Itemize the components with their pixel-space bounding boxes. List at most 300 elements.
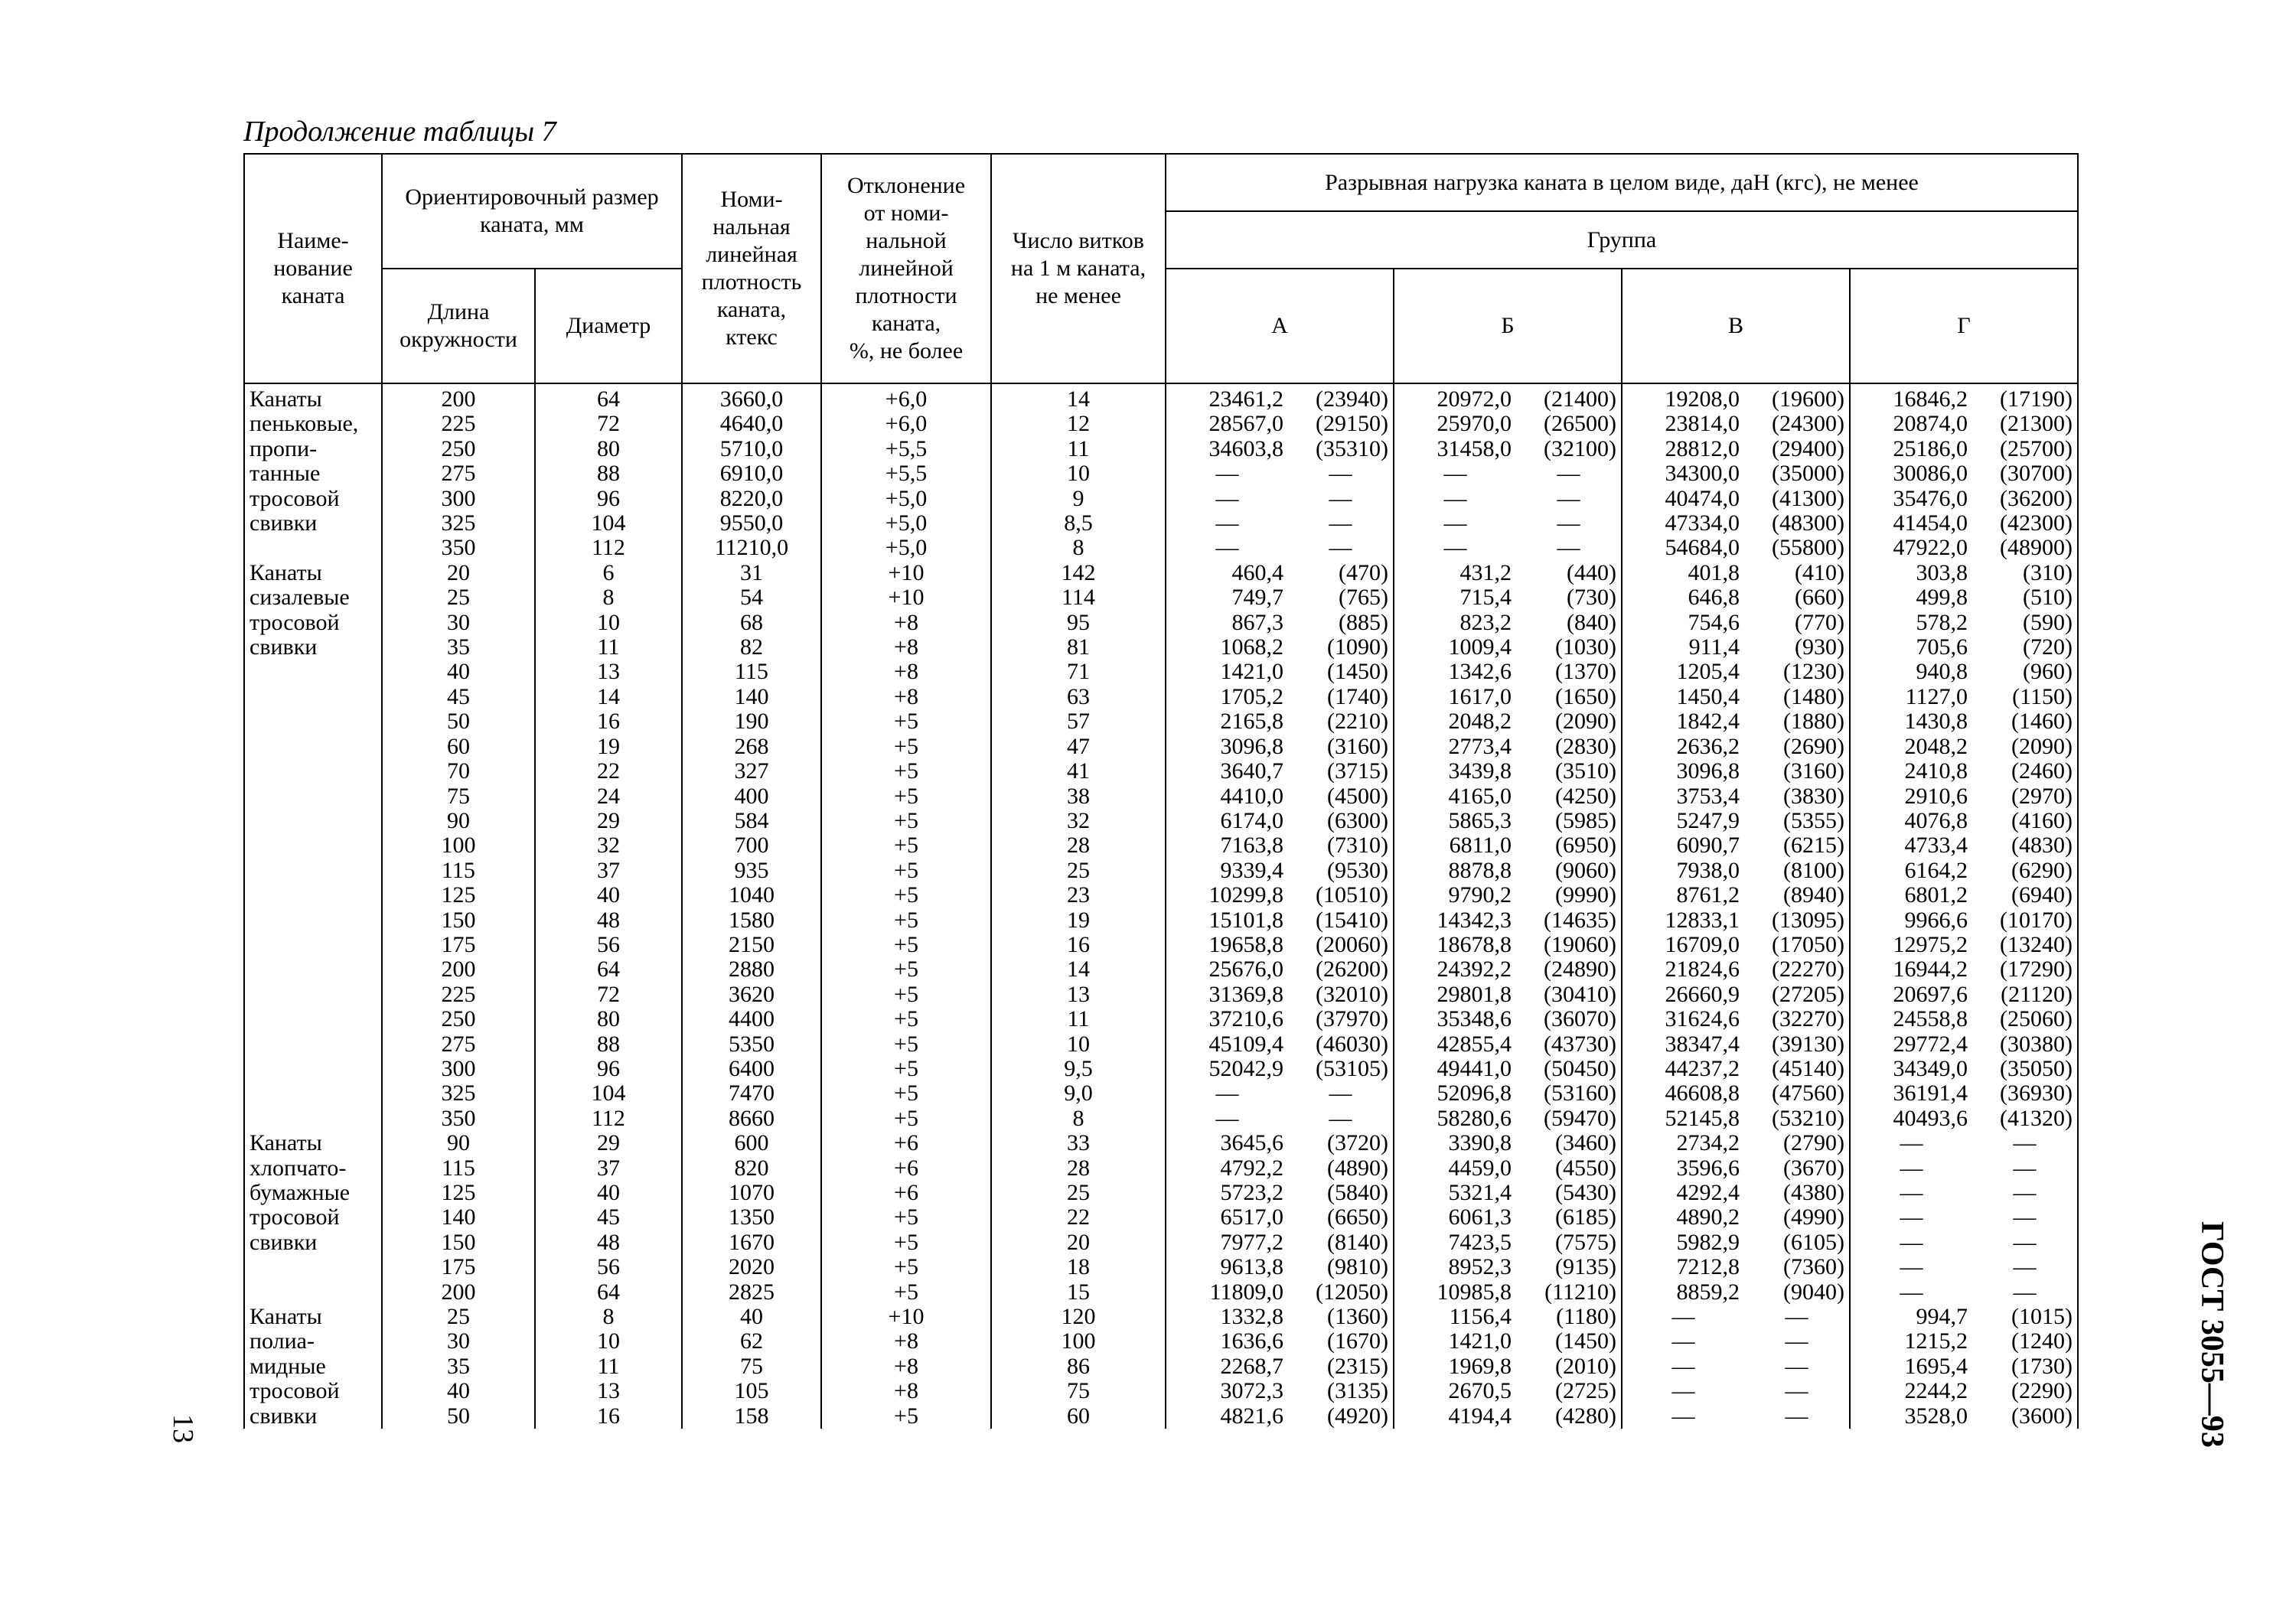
rope-type-name bbox=[244, 1305, 382, 1429]
cell-load-b-dan: 14342,3 bbox=[1394, 908, 1516, 933]
cell-turns: 57 bbox=[991, 709, 1166, 734]
cell-load-b-dan: — bbox=[1394, 511, 1516, 536]
cell-turns: 9,5 bbox=[991, 1057, 1166, 1081]
page-number: 13 bbox=[167, 1414, 199, 1443]
cell-load-g-kgf: (310) bbox=[1972, 561, 2078, 585]
cell-load-v-dan: 21824,6 bbox=[1622, 957, 1744, 982]
cell-load-a-kgf: (1740) bbox=[1288, 685, 1394, 709]
cell-load-g-dan: 578,2 bbox=[1850, 611, 1972, 635]
cell-diameter: 88 bbox=[535, 461, 682, 486]
cell-load-g-kgf: — bbox=[1972, 1280, 2078, 1305]
cell-load-a-dan: 11809,0 bbox=[1166, 1280, 1288, 1305]
cell-load-b-kgf: (2090) bbox=[1516, 709, 1622, 734]
cell-load-b-dan: 35348,6 bbox=[1394, 1007, 1516, 1031]
cell-turns: 15 bbox=[991, 1280, 1166, 1305]
cell-load-b-dan: 6811,0 bbox=[1394, 833, 1516, 858]
table-row bbox=[244, 685, 2078, 709]
cell-density: 584 bbox=[682, 809, 821, 833]
cell-load-a-dan: 19658,8 bbox=[1166, 933, 1288, 957]
cell-deviation: +6 bbox=[821, 1131, 991, 1155]
cell-load-g-kgf: — bbox=[1972, 1205, 2078, 1230]
cell-load-v-dan: 754,6 bbox=[1622, 611, 1744, 635]
table-row bbox=[244, 933, 2078, 957]
cell-circumference: 25 bbox=[382, 1305, 535, 1329]
cell-circumference: 125 bbox=[382, 1181, 535, 1205]
cell-density: 4400 bbox=[682, 1007, 821, 1031]
cell-load-g-kgf: (2290) bbox=[1972, 1379, 2078, 1403]
table-row bbox=[244, 1354, 2078, 1379]
cell-load-a-dan: 6174,0 bbox=[1166, 809, 1288, 833]
cell-load-a-kgf: — bbox=[1288, 536, 1394, 560]
cell-diameter: 40 bbox=[535, 883, 682, 908]
cell-load-v-kgf: (45140) bbox=[1744, 1057, 1850, 1081]
cell-load-g-dan: 29772,4 bbox=[1850, 1032, 1972, 1057]
cell-load-v-kgf: (27205) bbox=[1744, 983, 1850, 1007]
cell-diameter: 29 bbox=[535, 1131, 682, 1155]
cell-density: 2020 bbox=[682, 1255, 821, 1279]
cell-load-b-kgf: (4550) bbox=[1516, 1156, 1622, 1181]
cell-load-v-dan: 31624,6 bbox=[1622, 1007, 1744, 1031]
cell-load-b-dan: 31458,0 bbox=[1394, 437, 1516, 461]
cell-load-v-dan: 6090,7 bbox=[1622, 833, 1744, 858]
table-row bbox=[244, 383, 2078, 412]
cell-load-g-kgf: (510) bbox=[1972, 585, 2078, 610]
cell-circumference: 40 bbox=[382, 660, 535, 684]
cell-load-a-kgf: (4920) bbox=[1288, 1404, 1394, 1429]
cell-density: 8660 bbox=[682, 1106, 821, 1131]
cell-load-v-kgf: (4380) bbox=[1744, 1181, 1850, 1205]
cell-diameter: 29 bbox=[535, 809, 682, 833]
cell-circumference: 90 bbox=[382, 1131, 535, 1155]
cell-density: 3620 bbox=[682, 983, 821, 1007]
cell-load-a-kgf: (3720) bbox=[1288, 1131, 1394, 1155]
cell-diameter: 96 bbox=[535, 487, 682, 511]
cell-load-b-dan: 6061,3 bbox=[1394, 1205, 1516, 1230]
cell-circumference: 250 bbox=[382, 437, 535, 461]
cell-deviation: +5 bbox=[821, 1205, 991, 1230]
cell-load-b-kgf: — bbox=[1516, 511, 1622, 536]
cell-turns: 114 bbox=[991, 585, 1166, 610]
cell-circumference: 30 bbox=[382, 1329, 535, 1354]
cell-load-b-kgf: (21400) bbox=[1516, 383, 1622, 412]
cell-circumference: 115 bbox=[382, 1156, 535, 1181]
cell-load-a-kgf: (1670) bbox=[1288, 1329, 1394, 1354]
cell-density: 115 bbox=[682, 660, 821, 684]
document-code: ГОСТ 3055—93 bbox=[2194, 1221, 2229, 1448]
table-row bbox=[244, 1181, 2078, 1205]
cell-load-v-dan: 4292,4 bbox=[1622, 1181, 1744, 1205]
table-row bbox=[244, 1057, 2078, 1081]
cell-load-v-kgf: (19600) bbox=[1744, 383, 1850, 412]
cell-load-g-dan: 4076,8 bbox=[1850, 809, 1972, 833]
cell-load-b-kgf: (24890) bbox=[1516, 957, 1622, 982]
cell-load-b-kgf: (730) bbox=[1516, 585, 1622, 610]
cell-load-b-dan: 5321,4 bbox=[1394, 1181, 1516, 1205]
cell-load-v-dan: 38347,4 bbox=[1622, 1032, 1744, 1057]
table-row bbox=[244, 561, 2078, 585]
cell-diameter: 16 bbox=[535, 1404, 682, 1429]
cell-load-g-dan: 2410,8 bbox=[1850, 759, 1972, 784]
cell-load-v-kgf: (3830) bbox=[1744, 784, 1850, 809]
cell-load-b-dan: 3439,8 bbox=[1394, 759, 1516, 784]
cell-load-a-dan: — bbox=[1166, 461, 1288, 486]
cell-deviation: +8 bbox=[821, 660, 991, 684]
cell-load-b-dan: 4194,4 bbox=[1394, 1404, 1516, 1429]
cell-turns: 8,5 bbox=[991, 511, 1166, 536]
cell-load-a-dan: — bbox=[1166, 1081, 1288, 1106]
cell-density: 9550,0 bbox=[682, 511, 821, 536]
cell-turns: 8 bbox=[991, 1106, 1166, 1131]
cell-load-g-kgf: (36200) bbox=[1972, 487, 2078, 511]
cell-load-v-dan: 3596,6 bbox=[1622, 1156, 1744, 1181]
cell-diameter: 64 bbox=[535, 383, 682, 412]
table-row bbox=[244, 635, 2078, 660]
table-row bbox=[244, 859, 2078, 883]
cell-turns: 10 bbox=[991, 461, 1166, 486]
rope-type-name bbox=[244, 1131, 382, 1305]
header-diameter: Диаметр bbox=[535, 269, 682, 383]
cell-deviation: +5 bbox=[821, 1057, 991, 1081]
table-row bbox=[244, 511, 2078, 536]
cell-deviation: +10 bbox=[821, 1305, 991, 1329]
cell-load-a-dan: 6517,0 bbox=[1166, 1205, 1288, 1230]
cell-density: 400 bbox=[682, 784, 821, 809]
cell-density: 820 bbox=[682, 1156, 821, 1181]
cell-load-a-dan: — bbox=[1166, 487, 1288, 511]
cell-load-a-dan: 460,4 bbox=[1166, 561, 1288, 585]
cell-deviation: +5 bbox=[821, 983, 991, 1007]
cell-circumference: 50 bbox=[382, 1404, 535, 1429]
cell-load-b-kgf: — bbox=[1516, 461, 1622, 486]
cell-load-a-kgf: (23940) bbox=[1288, 383, 1394, 412]
cell-turns: 41 bbox=[991, 759, 1166, 784]
cell-load-b-dan: — bbox=[1394, 461, 1516, 486]
cell-deviation: +5 bbox=[821, 933, 991, 957]
cell-load-a-kgf: (37970) bbox=[1288, 1007, 1394, 1031]
cell-deviation: +8 bbox=[821, 635, 991, 660]
cell-turns: 13 bbox=[991, 983, 1166, 1007]
rope-type-name bbox=[244, 561, 382, 1131]
cell-load-g-kgf: (2090) bbox=[1972, 735, 2078, 759]
cell-turns: 10 bbox=[991, 1032, 1166, 1057]
cell-turns: 23 bbox=[991, 883, 1166, 908]
cell-load-v-kgf: (39130) bbox=[1744, 1032, 1850, 1057]
cell-deviation: +5 bbox=[821, 1404, 991, 1429]
cell-load-v-dan: 47334,0 bbox=[1622, 511, 1744, 536]
cell-load-g-dan: 3528,0 bbox=[1850, 1404, 1972, 1429]
cell-density: 68 bbox=[682, 611, 821, 635]
cell-load-b-dan: 2773,4 bbox=[1394, 735, 1516, 759]
cell-circumference: 325 bbox=[382, 1081, 535, 1106]
cell-diameter: 37 bbox=[535, 1156, 682, 1181]
cell-load-g-dan: 30086,0 bbox=[1850, 461, 1972, 486]
header-rope-name: Наиме- нование каната bbox=[244, 154, 382, 383]
cell-turns: 9 bbox=[991, 487, 1166, 511]
cell-turns: 63 bbox=[991, 685, 1166, 709]
cell-diameter: 72 bbox=[535, 412, 682, 436]
cell-load-v-dan: 1450,4 bbox=[1622, 685, 1744, 709]
cell-load-v-kgf: (3160) bbox=[1744, 759, 1850, 784]
table-row bbox=[244, 585, 2078, 610]
cell-circumference: 300 bbox=[382, 1057, 535, 1081]
cell-load-a-kgf: (32010) bbox=[1288, 983, 1394, 1007]
cell-load-a-dan: 1068,2 bbox=[1166, 635, 1288, 660]
cell-diameter: 14 bbox=[535, 685, 682, 709]
header-breaking-load: Разрывная нагрузка каната в целом виде, даН (кгс), не менее bbox=[1166, 154, 2078, 211]
cell-load-v-kgf: (13095) bbox=[1744, 908, 1850, 933]
cell-circumference: 30 bbox=[382, 611, 535, 635]
cell-load-g-dan: 994,7 bbox=[1850, 1305, 1972, 1329]
cell-density: 62 bbox=[682, 1329, 821, 1354]
cell-load-g-kgf: — bbox=[1972, 1181, 2078, 1205]
cell-load-g-kgf: (10170) bbox=[1972, 908, 2078, 933]
cell-load-v-kgf: (1880) bbox=[1744, 709, 1850, 734]
cell-load-g-dan: 705,6 bbox=[1850, 635, 1972, 660]
table-row bbox=[244, 759, 2078, 784]
cell-load-a-dan: — bbox=[1166, 511, 1288, 536]
cell-load-v-kgf: (8940) bbox=[1744, 883, 1850, 908]
cell-load-g-dan: 6164,2 bbox=[1850, 859, 1972, 883]
cell-deviation: +5 bbox=[821, 709, 991, 734]
cell-load-b-kgf: (5985) bbox=[1516, 809, 1622, 833]
cell-load-b-kgf: (26500) bbox=[1516, 412, 1622, 436]
cell-circumference: 350 bbox=[382, 1106, 535, 1131]
cell-deviation: +5 bbox=[821, 957, 991, 982]
table-row bbox=[244, 1230, 2078, 1255]
cell-circumference: 115 bbox=[382, 859, 535, 883]
cell-load-a-dan: 28567,0 bbox=[1166, 412, 1288, 436]
table-row bbox=[244, 1131, 2078, 1155]
rope-type-label: Канаты хлопчато- бумажные тросовой свивки bbox=[249, 1130, 351, 1255]
cell-load-a-kgf: (885) bbox=[1288, 611, 1394, 635]
cell-load-a-kgf: (3160) bbox=[1288, 735, 1394, 759]
cell-turns: 86 bbox=[991, 1354, 1166, 1379]
cell-circumference: 300 bbox=[382, 487, 535, 511]
cell-load-b-kgf: (53160) bbox=[1516, 1081, 1622, 1106]
cell-circumference: 225 bbox=[382, 412, 535, 436]
cell-load-v-kgf: — bbox=[1744, 1305, 1850, 1329]
cell-load-a-dan: 10299,8 bbox=[1166, 883, 1288, 908]
cell-density: 2880 bbox=[682, 957, 821, 982]
cell-deviation: +5 bbox=[821, 1255, 991, 1279]
cell-load-v-kgf: — bbox=[1744, 1404, 1850, 1429]
cell-load-b-kgf: — bbox=[1516, 536, 1622, 560]
table-row bbox=[244, 809, 2078, 833]
cell-load-a-kgf: (1450) bbox=[1288, 660, 1394, 684]
cell-turns: 142 bbox=[991, 561, 1166, 585]
cell-load-b-dan: 2048,2 bbox=[1394, 709, 1516, 734]
cell-density: 6400 bbox=[682, 1057, 821, 1081]
cell-load-b-kgf: (43730) bbox=[1516, 1032, 1622, 1057]
cell-load-b-kgf: (11210) bbox=[1516, 1280, 1622, 1305]
cell-diameter: 8 bbox=[535, 585, 682, 610]
cell-load-g-dan: 36191,4 bbox=[1850, 1081, 1972, 1106]
cell-diameter: 56 bbox=[535, 933, 682, 957]
cell-load-g-dan: 2048,2 bbox=[1850, 735, 1972, 759]
cell-circumference: 40 bbox=[382, 1379, 535, 1403]
cell-turns: 81 bbox=[991, 635, 1166, 660]
header-nominal-density: Номи- нальная линейная плотность каната, ктекс bbox=[682, 154, 821, 383]
cell-load-g-dan: 12975,2 bbox=[1850, 933, 1972, 957]
table-row bbox=[244, 957, 2078, 982]
cell-circumference: 20 bbox=[382, 561, 535, 585]
table-row bbox=[244, 461, 2078, 486]
cell-load-a-kgf: (20060) bbox=[1288, 933, 1394, 957]
cell-load-g-kgf: — bbox=[1972, 1255, 2078, 1279]
cell-turns: 25 bbox=[991, 1181, 1166, 1205]
cell-load-a-kgf: (8140) bbox=[1288, 1230, 1394, 1255]
cell-turns: 22 bbox=[991, 1205, 1166, 1230]
cell-load-b-dan: 1009,4 bbox=[1394, 635, 1516, 660]
cell-circumference: 250 bbox=[382, 1007, 535, 1031]
cell-load-a-dan: 1636,6 bbox=[1166, 1329, 1288, 1354]
cell-load-b-dan: 3390,8 bbox=[1394, 1131, 1516, 1155]
cell-turns: 95 bbox=[991, 611, 1166, 635]
cell-turns: 16 bbox=[991, 933, 1166, 957]
cell-load-g-kgf: (4160) bbox=[1972, 809, 2078, 833]
cell-load-v-kgf: (660) bbox=[1744, 585, 1850, 610]
cell-density: 140 bbox=[682, 685, 821, 709]
cell-load-v-dan: 5247,9 bbox=[1622, 809, 1744, 833]
table-row bbox=[244, 1379, 2078, 1403]
cell-load-v-dan: 2636,2 bbox=[1622, 735, 1744, 759]
cell-load-a-dan: 2268,7 bbox=[1166, 1354, 1288, 1379]
cell-deviation: +5 bbox=[821, 735, 991, 759]
cell-load-b-kgf: (9060) bbox=[1516, 859, 1622, 883]
table-row bbox=[244, 784, 2078, 809]
cell-circumference: 35 bbox=[382, 635, 535, 660]
cell-load-b-dan: 10985,8 bbox=[1394, 1280, 1516, 1305]
cell-load-a-dan: 749,7 bbox=[1166, 585, 1288, 610]
cell-load-a-kgf: (9810) bbox=[1288, 1255, 1394, 1279]
cell-load-g-dan: 34349,0 bbox=[1850, 1057, 1972, 1081]
cell-load-v-dan: 7938,0 bbox=[1622, 859, 1744, 883]
header-circumference: Длина окружности bbox=[382, 269, 535, 383]
cell-turns: 71 bbox=[991, 660, 1166, 684]
cell-turns: 19 bbox=[991, 908, 1166, 933]
table-row bbox=[244, 1305, 2078, 1329]
cell-load-a-dan: 3096,8 bbox=[1166, 735, 1288, 759]
cell-diameter: 24 bbox=[535, 784, 682, 809]
cell-deviation: +5 bbox=[821, 833, 991, 858]
cell-load-g-kgf: (1460) bbox=[1972, 709, 2078, 734]
header-group-b: Б bbox=[1394, 269, 1622, 383]
cell-load-v-dan: 2734,2 bbox=[1622, 1131, 1744, 1155]
header-group-g: Г bbox=[1850, 269, 2078, 383]
cell-turns: 14 bbox=[991, 383, 1166, 412]
cell-load-a-dan: 34603,8 bbox=[1166, 437, 1288, 461]
cell-density: 3660,0 bbox=[682, 383, 821, 412]
cell-load-a-dan: 25676,0 bbox=[1166, 957, 1288, 982]
table-row bbox=[244, 1205, 2078, 1230]
cell-diameter: 22 bbox=[535, 759, 682, 784]
cell-diameter: 56 bbox=[535, 1255, 682, 1279]
table-row bbox=[244, 1032, 2078, 1057]
cell-load-g-dan: — bbox=[1850, 1230, 1972, 1255]
cell-deviation: +5 bbox=[821, 1230, 991, 1255]
cell-load-b-kgf: (1180) bbox=[1516, 1305, 1622, 1329]
cell-load-a-kgf: (7310) bbox=[1288, 833, 1394, 858]
header-group: Группа bbox=[1166, 211, 2078, 269]
cell-load-a-kgf: (26200) bbox=[1288, 957, 1394, 982]
cell-turns: 8 bbox=[991, 536, 1166, 560]
cell-diameter: 45 bbox=[535, 1205, 682, 1230]
cell-load-a-kgf: (6300) bbox=[1288, 809, 1394, 833]
cell-load-g-kgf: (4830) bbox=[1972, 833, 2078, 858]
cell-diameter: 80 bbox=[535, 1007, 682, 1031]
cell-load-b-kgf: (9990) bbox=[1516, 883, 1622, 908]
cell-load-g-kgf: (3600) bbox=[1972, 1404, 2078, 1429]
cell-circumference: 70 bbox=[382, 759, 535, 784]
cell-diameter: 37 bbox=[535, 859, 682, 883]
cell-load-g-dan: 1430,8 bbox=[1850, 709, 1972, 734]
cell-load-b-kgf: (14635) bbox=[1516, 908, 1622, 933]
cell-load-b-kgf: (1450) bbox=[1516, 1329, 1622, 1354]
cell-load-b-kgf: (6950) bbox=[1516, 833, 1622, 858]
cell-load-g-dan: 16944,2 bbox=[1850, 957, 1972, 982]
cell-load-v-dan: — bbox=[1622, 1305, 1744, 1329]
cell-load-v-dan: 44237,2 bbox=[1622, 1057, 1744, 1081]
cell-load-a-dan: 7163,8 bbox=[1166, 833, 1288, 858]
cell-circumference: 150 bbox=[382, 1230, 535, 1255]
cell-load-b-kgf: (3510) bbox=[1516, 759, 1622, 784]
cell-circumference: 60 bbox=[382, 735, 535, 759]
cell-load-v-kgf: (24300) bbox=[1744, 412, 1850, 436]
cell-turns: 18 bbox=[991, 1255, 1166, 1279]
cell-load-v-kgf: (53210) bbox=[1744, 1106, 1850, 1131]
cell-density: 7470 bbox=[682, 1081, 821, 1106]
cell-density: 1670 bbox=[682, 1230, 821, 1255]
cell-circumference: 225 bbox=[382, 983, 535, 1007]
cell-turns: 75 bbox=[991, 1379, 1166, 1403]
cell-load-v-kgf: (6105) bbox=[1744, 1230, 1850, 1255]
cell-turns: 11 bbox=[991, 437, 1166, 461]
cell-load-b-dan: 1969,8 bbox=[1394, 1354, 1516, 1379]
cell-circumference: 150 bbox=[382, 908, 535, 933]
cell-density: 31 bbox=[682, 561, 821, 585]
cell-load-a-kgf: — bbox=[1288, 1106, 1394, 1131]
cell-load-v-dan: 4890,2 bbox=[1622, 1205, 1744, 1230]
table-row bbox=[244, 833, 2078, 858]
cell-load-b-kgf: (6185) bbox=[1516, 1205, 1622, 1230]
header-deviation: Отклонение от номи- нальной линейной плотности каната, %, не более bbox=[821, 154, 991, 383]
cell-load-a-kgf: (4500) bbox=[1288, 784, 1394, 809]
table-row bbox=[244, 1007, 2078, 1031]
cell-load-g-kgf: (2970) bbox=[1972, 784, 2078, 809]
cell-circumference: 90 bbox=[382, 809, 535, 833]
cell-turns: 25 bbox=[991, 859, 1166, 883]
cell-load-b-dan: 20972,0 bbox=[1394, 383, 1516, 412]
cell-load-g-kgf: — bbox=[1972, 1131, 2078, 1155]
cell-load-g-dan: 6801,2 bbox=[1850, 883, 1972, 908]
cell-density: 2150 bbox=[682, 933, 821, 957]
cell-load-b-dan: 58280,6 bbox=[1394, 1106, 1516, 1131]
cell-load-g-dan: 41454,0 bbox=[1850, 511, 1972, 536]
cell-diameter: 10 bbox=[535, 1329, 682, 1354]
cell-turns: 9,0 bbox=[991, 1081, 1166, 1106]
cell-density: 54 bbox=[682, 585, 821, 610]
cell-load-a-kgf: (4890) bbox=[1288, 1156, 1394, 1181]
cell-load-g-kgf: (6290) bbox=[1972, 859, 2078, 883]
cell-diameter: 40 bbox=[535, 1181, 682, 1205]
cell-deviation: +5,0 bbox=[821, 511, 991, 536]
cell-diameter: 64 bbox=[535, 1280, 682, 1305]
cell-load-v-kgf: (4990) bbox=[1744, 1205, 1850, 1230]
cell-load-b-dan: 49441,0 bbox=[1394, 1057, 1516, 1081]
cell-circumference: 175 bbox=[382, 1255, 535, 1279]
cell-diameter: 16 bbox=[535, 709, 682, 734]
cell-load-g-kgf: (21120) bbox=[1972, 983, 2078, 1007]
